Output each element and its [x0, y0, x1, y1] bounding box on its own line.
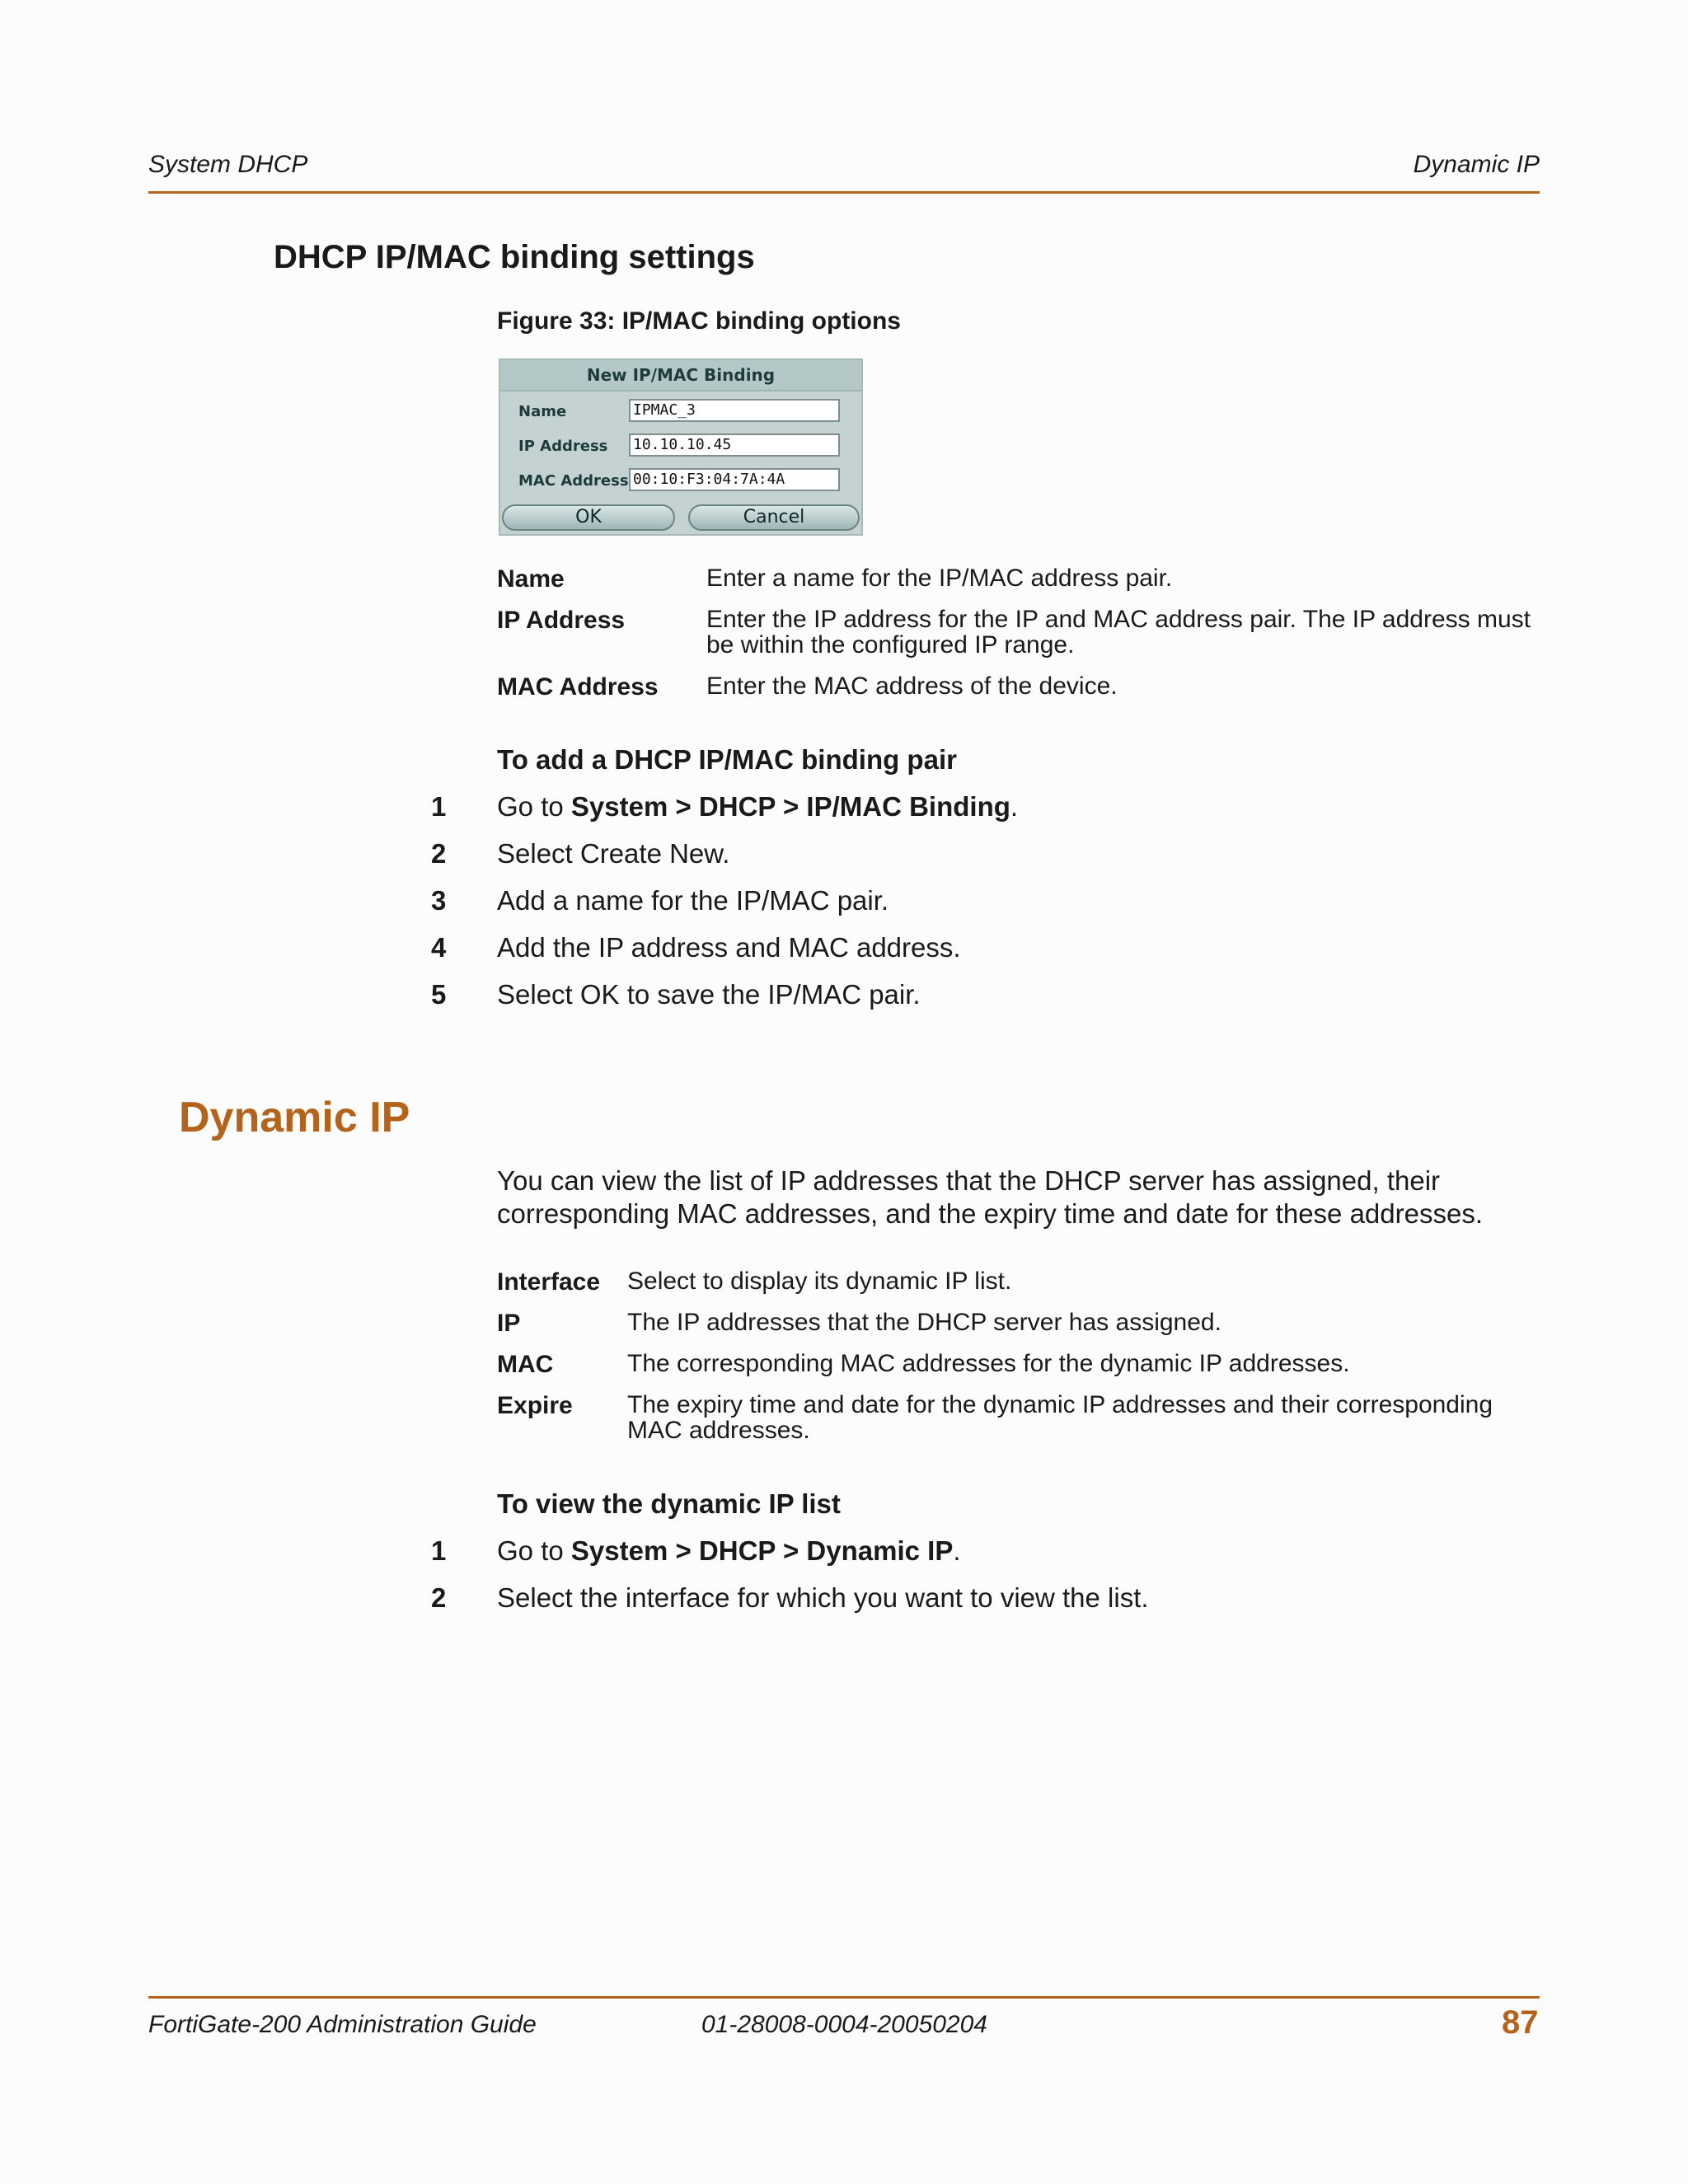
def-desc-mac-address: Enter the MAC address of the device.	[706, 673, 1118, 700]
step-text-pre: Go to	[497, 1535, 571, 1566]
step-number: 3	[431, 885, 447, 916]
dialog-title: New IP/MAC Binding	[500, 360, 861, 391]
def-term-mac-address: MAC Address	[497, 673, 659, 701]
def-desc-ip: The IP addresses that the DHCP server has assigned.	[627, 1309, 1221, 1336]
section-heading: DHCP IP/MAC binding settings	[274, 239, 755, 275]
step-text: Select OK to save the IP/MAC pair.	[497, 979, 921, 1010]
intro-paragraph: You can view the list of IP addresses that the DHCP server has assigned, their corresponding MAC addresses, and the expiry time and date for these addresses.	[497, 1165, 1483, 1229]
figure-caption: Figure 33: IP/MAC binding options	[497, 307, 901, 335]
step-number: 4	[431, 932, 447, 963]
footer-document-id: 01-28008-0004-20050204	[701, 2011, 987, 2038]
def-desc-name: Enter a name for the IP/MAC address pair.	[706, 565, 1173, 592]
ip-address-label: IP Address	[518, 438, 608, 455]
header-section-title: System DHCP	[148, 151, 308, 178]
def-desc-ip-address: Enter the IP address for the IP and MAC address pair. The IP address must be within the configured IP range.	[706, 606, 1531, 658]
footer-guide-title: FortiGate-200 Administration Guide	[148, 2011, 537, 2038]
def-term-interface: Interface	[497, 1268, 601, 1296]
step-text	[497, 1535, 961, 1567]
procedure-title: To add a DHCP IP/MAC binding pair	[497, 744, 957, 775]
def-desc-mac: The corresponding MAC addresses for the dynamic IP addresses.	[627, 1350, 1350, 1377]
step-text-post: .	[953, 1535, 961, 1566]
def-term-ip-address: IP Address	[497, 607, 626, 634]
header-rule	[148, 191, 1540, 194]
def-term-name: Name	[497, 565, 565, 593]
step-text: Select the interface for which you want to view the list.	[497, 1582, 1149, 1613]
step-text-post: .	[1010, 791, 1019, 822]
header-chapter-title: Dynamic IP	[1413, 151, 1540, 178]
def-term-mac: MAC	[497, 1351, 554, 1378]
step-number: 2	[431, 1582, 447, 1613]
step-number: 5	[431, 979, 447, 1010]
step-number: 2	[431, 838, 447, 869]
mac-address-label: MAC Address	[518, 472, 629, 490]
name-input[interactable]: IPMAC_3	[629, 399, 840, 422]
procedure-title: To view the dynamic IP list	[497, 1488, 841, 1519]
footer-rule	[148, 1996, 1540, 1999]
step-number: 1	[431, 791, 447, 822]
mac-address-input[interactable]: 00:10:F3:04:7A:4A	[629, 468, 840, 491]
ip-address-input[interactable]: 10.10.10.45	[629, 434, 840, 457]
step-text-pre: Go to	[497, 791, 571, 822]
step-text: Select Create New.	[497, 838, 730, 869]
def-desc-interface: Select to display its dynamic IP list.	[627, 1268, 1012, 1295]
name-label: Name	[518, 403, 567, 420]
menu-path: System > DHCP > Dynamic IP	[570, 1535, 954, 1566]
step-text: Add the IP address and MAC address.	[497, 932, 961, 963]
ip-mac-binding-dialog	[499, 359, 863, 536]
step-text: Add a name for the IP/MAC pair.	[497, 885, 889, 916]
def-term-ip: IP	[497, 1310, 521, 1337]
def-term-expire: Expire	[497, 1392, 573, 1419]
chapter-heading: Dynamic IP	[179, 1094, 410, 1141]
step-text	[497, 791, 1018, 823]
menu-path: System > DHCP > IP/MAC Binding	[570, 791, 1010, 822]
ok-button[interactable]: OK	[502, 504, 675, 531]
def-desc-expire: The expiry time and date for the dynamic IP addresses and their corresponding MAC addresses.	[627, 1391, 1493, 1444]
page-number: 87	[1502, 2004, 1539, 2041]
step-number: 1	[431, 1535, 447, 1566]
cancel-button[interactable]: Cancel	[688, 504, 860, 531]
